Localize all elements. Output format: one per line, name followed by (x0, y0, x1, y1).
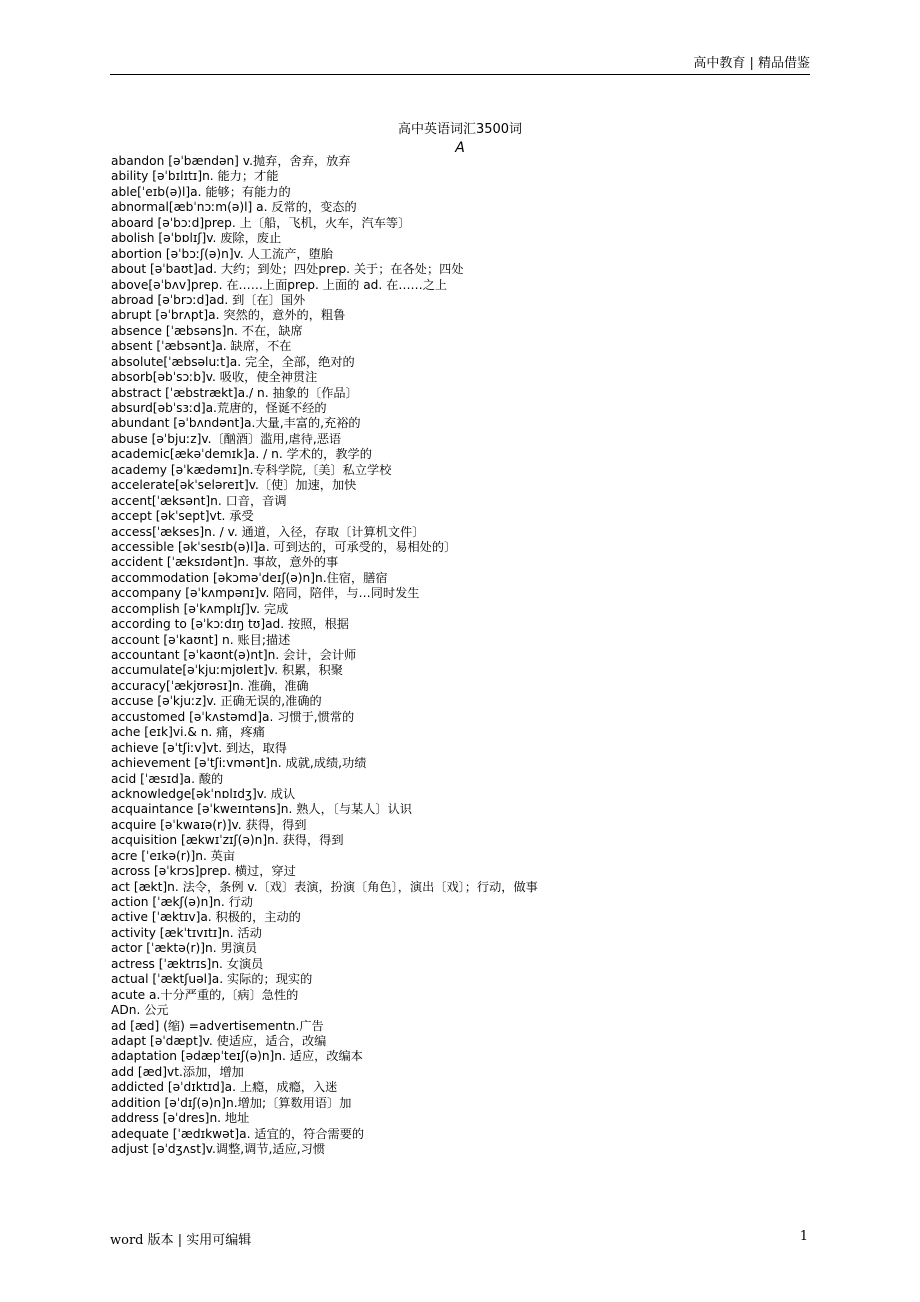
vocabulary-entry: ache [eɪk]vi.& n. 痛，疼痛 (111, 725, 265, 740)
vocabulary-entry: according to [əˈkɔːdɪŋ tʊ]ad. 按照，根据 (111, 617, 349, 632)
section-letter: A (455, 140, 465, 156)
document-title: 高中英语词汇3500词 (397, 122, 523, 137)
footer-text: word 版本 | 实用可编辑 (110, 1233, 252, 1248)
vocabulary-entry: able[ˈeɪb(ə)l]a. 能够；有能力的 (111, 184, 291, 199)
vocabulary-entry: ADn. 公元 (111, 1003, 169, 1018)
vocabulary-entry: actual [ˈæktʃuəl]a. 实际的；现实的 (111, 972, 313, 987)
vocabulary-entry: accuracy[ˈækjʊrəsɪ]n. 准确，准确 (111, 678, 309, 693)
vocabulary-entry: abolish [əˈbɒlɪʃ]v. 废除，废止 (111, 231, 282, 246)
vocabulary-entry: achievement [əˈtʃiːvmənt]n. 成就,成绩,功绩 (111, 756, 367, 771)
vocabulary-entry: addition [əˈdɪʃ(ə)n]n.增加;〔算数用语〕加 (111, 1095, 352, 1110)
vocabulary-entry: account [əˈkaʊnt] n. 账目;描述 (111, 632, 291, 647)
vocabulary-entry: adaptation [ədæpˈteɪʃ(ə)n]n. 适应，改编本 (111, 1049, 363, 1064)
vocabulary-entry: address [əˈdres]n. 地址 (111, 1111, 250, 1126)
page-number: 1 (799, 1229, 808, 1244)
vocabulary-entry: above[əˈbʌv]prep. 在……上面prep. 上面的 ad. 在……之上 (111, 277, 448, 292)
vocabulary-entry: actress [ˈæktrɪs]n. 女演员 (111, 956, 264, 971)
vocabulary-entry: absorb[əbˈsɔːb]v. 吸收，使全神贯注 (111, 370, 318, 385)
vocabulary-entry: acquire [əˈkwaɪə(r)]v. 获得，得到 (111, 817, 307, 832)
vocabulary-entry: abnormal[æbˈnɔːm(ə)l] a. 反常的，变态的 (111, 200, 357, 215)
vocabulary-entry: actor [ˈæktə(r)]n. 男演员 (111, 941, 258, 956)
vocabulary-entry: abandon [əˈbændən] v.抛弃，舍弃，放弃 (111, 154, 351, 168)
vocabulary-entry: abuse [əˈbjuːz]v.〔酗酒〕滥用,虐待,恶语 (111, 431, 342, 446)
vocabulary-entry: acute a.十分严重的,〔病〕急性的 (111, 987, 299, 1002)
vocabulary-entry: act [ækt]n. 法令，条例 v.〔戏〕表演，扮演〔角色〕，演出〔戏〕；行动，做事 (111, 879, 538, 894)
vocabulary-entry: absurd[əbˈsɜːd]a.荒唐的，怪诞不经的 (111, 401, 327, 415)
vocabulary-entry: accomplish [əˈkʌmplɪʃ]v. 完成 (111, 601, 289, 616)
vocabulary-entry: abortion [əˈbɔːʃ(ə)n]v. 人工流产，堕胎 (111, 246, 333, 261)
vocabulary-entry: academic[ækəˈdemɪk]a. / n. 学术的，教学的 (111, 447, 372, 462)
vocabulary-entry: ad [æd] (缩) =advertisementn.广告 (111, 1018, 324, 1033)
vocabulary-entry: absolute[ˈæbsəluːt]a. 完全，全部，绝对的 (111, 354, 355, 369)
vocabulary-entry: add [æd]vt.添加，增加 (111, 1064, 244, 1079)
vocabulary-entry: acre [ˈeɪkə(r)]n. 英亩 (111, 848, 236, 863)
vocabulary-entry: accumulate[əˈkjuːmjʊleɪt]v. 积累，积聚 (111, 663, 343, 678)
vocabulary-entry: acid [ˈæsɪd]a. 酸的 (111, 771, 224, 786)
vocabulary-entry: accessible [əkˈsesɪb(ə)l]a. 可到达的，可承受的，易相处的〕 (111, 539, 457, 554)
vocabulary-entry: academy [əˈkædəmɪ]n.专科学院,〔美〕私立学校 (111, 462, 392, 477)
vocabulary-entry: abstract [ˈæbstrækt]a./ n. 抽象的〔作品〕 (111, 385, 358, 400)
vocabulary-entry: access[ˈækses]n. / v. 通道，入径，存取〔计算机文件〕 (111, 524, 425, 539)
vocabulary-entry: action [ˈækʃ(ə)n]n. 行动 (111, 895, 253, 909)
vocabulary-entry: across [əˈkrɔs]prep. 横过，穿过 (111, 864, 296, 879)
vocabulary-entry: about [əˈbaʊt]ad. 大约；到处；四处prep. 关于；在各处；四处 (111, 262, 464, 277)
vocabulary-entry: addicted [əˈdɪktɪd]a. 上瘾，成瘾，入迷 (111, 1080, 338, 1095)
vocabulary-entry: accompany [əˈkʌmpənɪ]v. 陪同，陪伴，与…同时发生 (111, 586, 420, 601)
vocabulary-entry: aboard [əˈbɔːd]prep. 上〔船，飞机，火车，汽车等〕 (111, 215, 411, 230)
vocabulary-entry: abrupt [əˈbrʌpt]a. 突然的，意外的，粗鲁 (111, 308, 346, 323)
vocabulary-entry: abundant [əˈbʌndənt]a.大量,丰富的,充裕的 (111, 416, 361, 431)
page-header (110, 56, 810, 75)
vocabulary-entry: abroad [əˈbrɔːd]ad. 到〔在〕国外 (111, 292, 306, 307)
vocabulary-list (111, 154, 811, 1157)
vocabulary-entry: accountant [əˈkaʊnt(ə)nt]n. 会计，会计师 (111, 648, 357, 662)
header-text: 高中教育 | 精品借鉴 (693, 56, 810, 71)
vocabulary-entry: accommodation [əkɔməˈdeɪʃ(ə)n]n.住宿，膳宿 (111, 570, 388, 585)
vocabulary-entry: ability [əˈbɪlɪtɪ]n. 能力；才能 (111, 169, 279, 184)
vocabulary-entry: adapt [əˈdæpt]v. 使适应，适合，改编 (111, 1033, 327, 1048)
vocabulary-entry: adjust [əˈdʒʌst]v.调整,调节,适应,习惯 (111, 1142, 326, 1156)
vocabulary-entry: activity [ækˈtɪvɪtɪ]n. 活动 (111, 925, 262, 940)
vocabulary-entry: accelerate[əkˈseləreɪt]v.〔使〕加速，加快 (111, 478, 357, 493)
vocabulary-entry: acquaintance [əˈkweɪntəns]n. 熟人，〔与某人〕认识 (111, 802, 412, 817)
vocabulary-entry: adequate [ˈædɪkwət]a. 适宜的，符合需要的 (111, 1126, 365, 1141)
vocabulary-entry: achieve [əˈtʃiːv]vt. 到达，取得 (111, 740, 287, 755)
vocabulary-entry: accident [ˈæksɪdənt]n. 事故，意外的事 (111, 555, 339, 570)
vocabulary-entry: absent [ˈæbsənt]a. 缺席，不在 (111, 339, 292, 354)
vocabulary-entry: accent[ˈæksənt]n. 口音，音调 (111, 493, 287, 508)
vocabulary-entry: acquisition [ækwɪˈzɪʃ(ə)n]n. 获得，得到 (111, 833, 344, 848)
vocabulary-entry: accuse [əˈkjuːz]v. 正确无误的,准确的 (111, 694, 322, 709)
vocabulary-entry: active [ˈæktɪv]a. 积极的，主动的 (111, 910, 301, 925)
vocabulary-entry: acknowledge[əkˈnɒlɪdʒ]v. 成认 (111, 786, 296, 801)
vocabulary-entry: accept [əkˈsept]vt. 承受 (111, 509, 254, 524)
vocabulary-entry: accustomed [əˈkʌstəmd]a. 习惯于,惯常的 (111, 709, 355, 724)
vocabulary-entry: absence [ˈæbsəns]n. 不在，缺席 (111, 323, 303, 338)
